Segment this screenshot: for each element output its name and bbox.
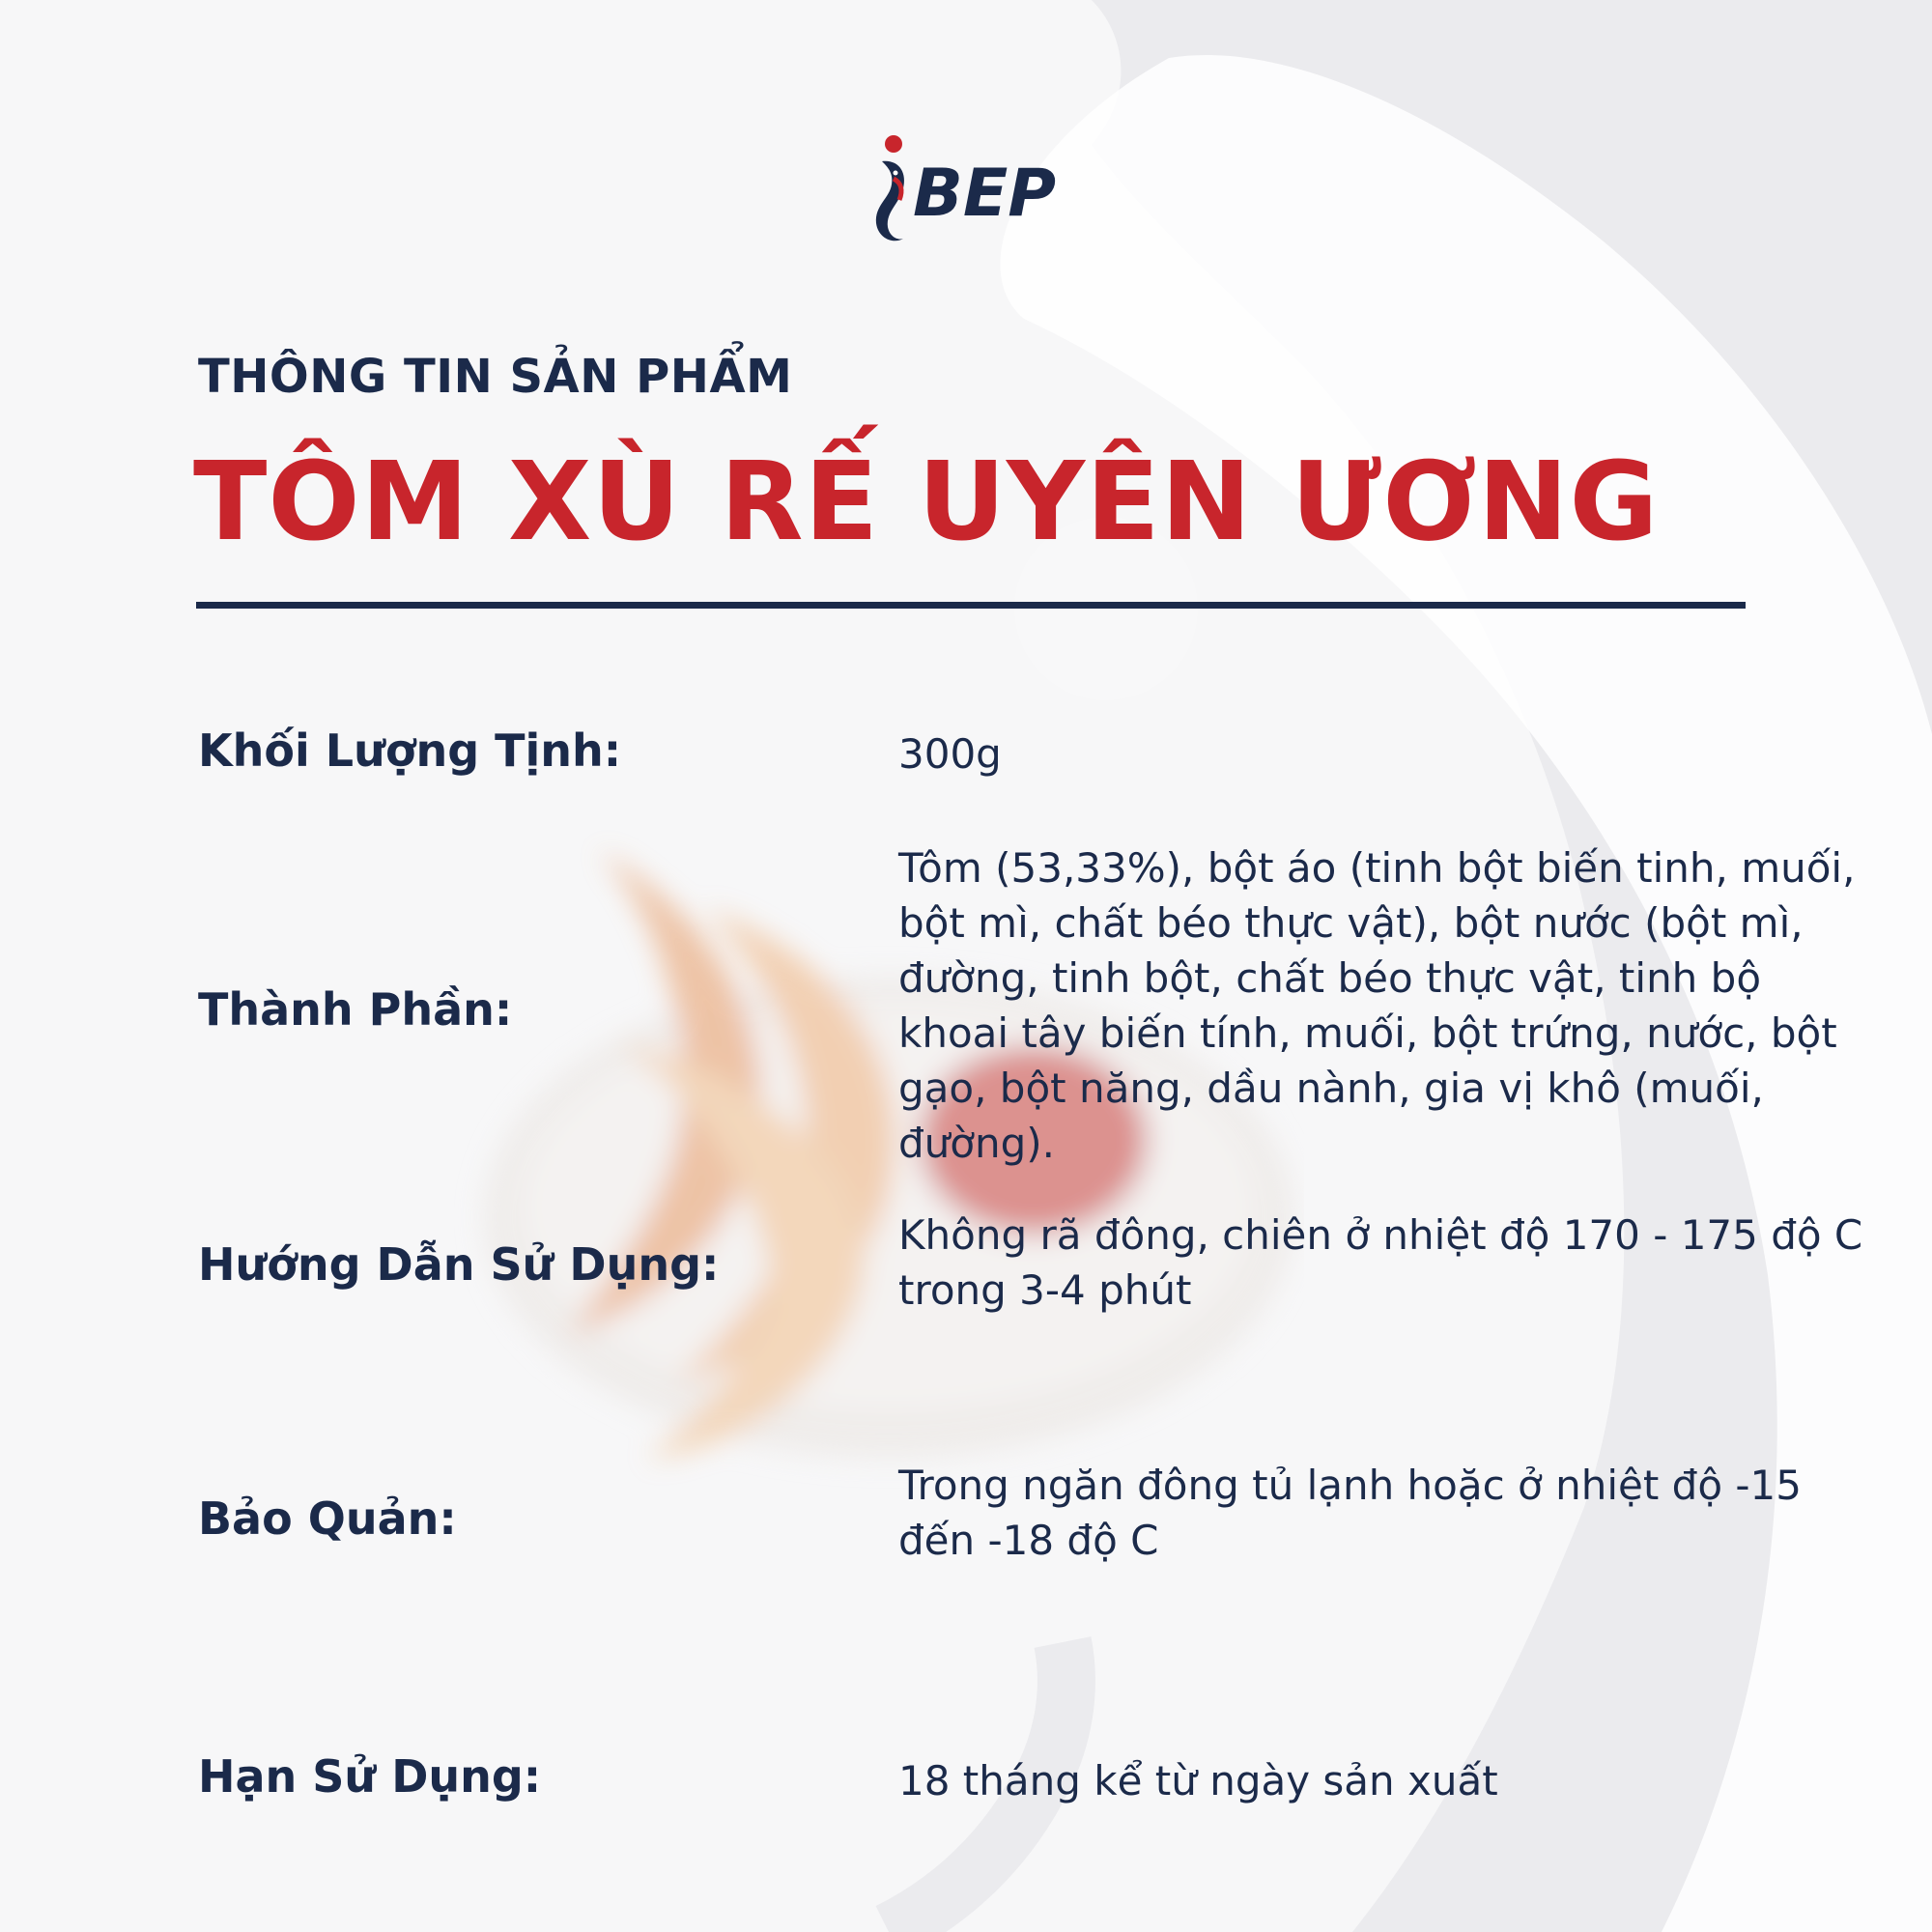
title-divider	[196, 602, 1746, 609]
spec-label-net-weight: Khối Lượng Tịnh:	[198, 724, 622, 777]
spec-value-shelf-life: 18 tháng kể từ ngày sản xuất	[898, 1757, 1498, 1804]
spec-value-net-weight: 300g	[898, 730, 1002, 778]
spec-label-ingredients: Thành Phần:	[198, 983, 513, 1036]
spec-label-storage: Bảo Quản:	[198, 1492, 457, 1545]
spec-value-usage: Không rã đông, chiên ở nhiệt độ 170 - 175 độ C trong 3-4 phút	[898, 1211, 1863, 1314]
svg-text:BEP: BEP	[913, 156, 1057, 232]
product-title: TÔM XÙ RẾ UYÊN ƯƠNG	[193, 440, 1660, 565]
spec-label-usage: Hướng Dẫn Sử Dụng:	[198, 1238, 720, 1291]
spec-value-ingredients: Tôm (53,33%), bột áo (tinh bột biến tinh, muối, bột mì, chất béo thực vật), bột nước (bột mì, đường, tinh bột, chất béo thực vật, tinh bộ khoai tây biến tính, muối, bột trứng, nước, bột gạo, bột năng, dầu nành, gia vị khô (muối, đường).	[898, 844, 1856, 1167]
spec-value-storage: Trong ngăn đông tủ lạnh hoặc ở nhiệt độ -15 đến -18 độ C	[898, 1462, 1802, 1564]
ibep-logo	[865, 130, 1067, 246]
section-eyebrow: THÔNG TIN SẢN PHẨM	[198, 350, 793, 404]
spec-label-shelf-life: Hạn Sử Dụng:	[198, 1750, 542, 1803]
